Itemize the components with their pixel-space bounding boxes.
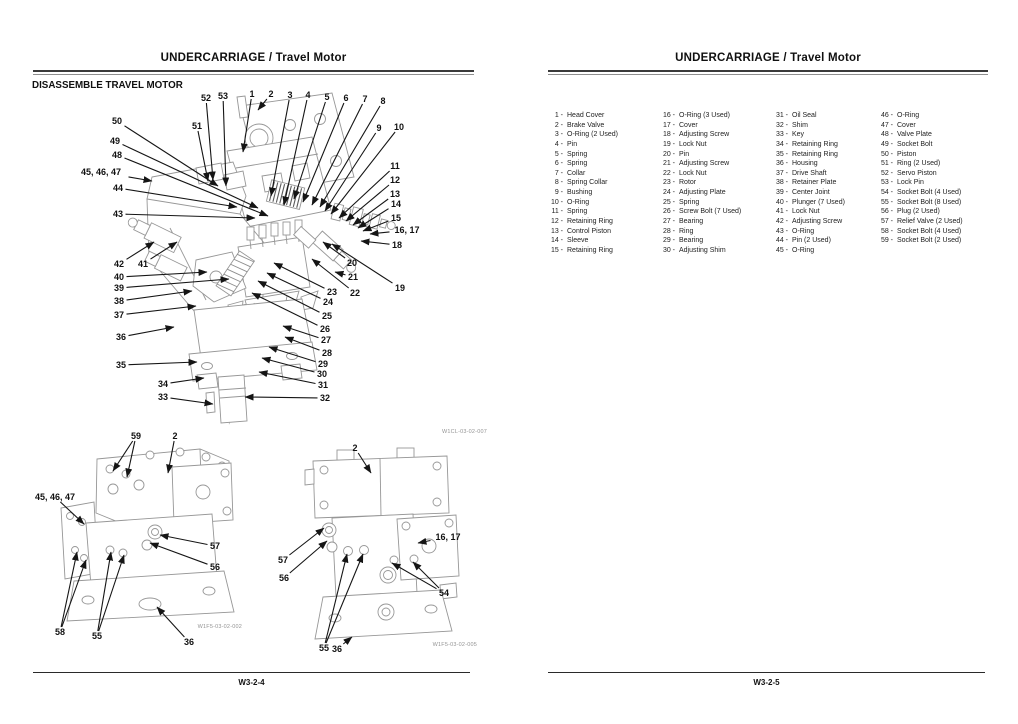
callout-label: 8: [380, 96, 386, 107]
part-item: 32 - Shim: [775, 121, 808, 129]
figure-code-main: W1CL-03-02-007: [442, 429, 487, 435]
part-item: 47 - Cover: [880, 121, 916, 129]
part-item: 13 - Control Piston: [550, 227, 611, 235]
callout-label: 18: [391, 240, 403, 251]
part-item: 36 - Housing: [775, 160, 818, 168]
right-page-header: UNDERCARRIAGE / Travel Motor: [675, 52, 861, 64]
callout-label: 24: [322, 297, 334, 308]
callout-label: 52: [200, 93, 212, 104]
part-item: 45 - O-Ring: [775, 246, 815, 254]
assembled-view-right-drawing: [305, 448, 459, 639]
part-item: 22 - Lock Nut: [662, 169, 707, 177]
left-page-number: W3-2-4: [238, 678, 265, 687]
callout-label: 20: [346, 258, 358, 269]
part-item: 14 - Sleeve: [550, 237, 589, 245]
part-item: 25 - Spring: [662, 198, 700, 206]
callout-label: 2: [172, 431, 178, 442]
leader-line: [335, 272, 346, 275]
callout-label: 45, 46, 47: [34, 492, 76, 503]
part-item: 37 - Drive Shaft: [775, 169, 827, 177]
part-item: 29 - Bearing: [662, 237, 704, 245]
callout-label: 4: [305, 90, 311, 101]
part-item: 41 - Lock Nut: [775, 208, 820, 216]
part-item: 5 - Spring: [554, 150, 588, 158]
part-item: 21 - Adjusting Screw: [662, 160, 730, 168]
part-item: 3 - O-Ring (2 Used): [554, 131, 618, 139]
part-item: 38 - Retainer Plate: [775, 179, 837, 187]
part-item: 39 - Center Joint: [775, 189, 830, 197]
callout-label: 28: [321, 348, 333, 359]
callout-label: 12: [389, 175, 401, 186]
part-item: 20 - Pin: [662, 150, 690, 158]
part-item: 57 - Relief Valve (2 Used): [880, 218, 963, 226]
figure-code-bottom-left: W1F5-03-02-002: [197, 624, 242, 630]
left-page-header: UNDERCARRIAGE / Travel Motor: [160, 52, 347, 64]
callout-label: 29: [317, 359, 329, 370]
callout-label: 6: [343, 93, 349, 104]
callout-label: 2: [268, 89, 274, 100]
callout-label: 36: [331, 644, 343, 655]
part-item: 34 - Retaining Ring: [775, 140, 838, 148]
callout-label: 56: [278, 573, 290, 584]
part-item: 24 - Adjusting Plate: [662, 189, 726, 197]
part-item: 46 - O-Ring: [880, 112, 920, 119]
part-item: 33 - Key: [775, 131, 805, 139]
callout-label: 37: [113, 310, 125, 321]
callout-label: 58: [54, 627, 66, 638]
callout-label: 30: [316, 369, 328, 380]
callout-label: 19: [394, 283, 406, 294]
part-item: 59 - Socket Bolt (2 Used): [880, 237, 962, 245]
section-title: DISASSEMBLE TRAVEL MOTOR: [32, 80, 183, 91]
part-item: 4 - Pin: [554, 140, 578, 148]
callout-label: 16, 17: [435, 532, 461, 543]
part-item: 11 - Spring: [551, 208, 588, 216]
leader-line: [290, 541, 327, 573]
callout-label: 49: [109, 136, 121, 147]
callout-label: 44: [112, 183, 124, 194]
callout-label: 57: [209, 541, 221, 552]
part-item: 1 - Head Cover: [554, 112, 605, 119]
part-item: 52 - Servo Piston: [880, 169, 937, 177]
callout-label: 26: [319, 324, 331, 335]
callout-label: 54: [438, 588, 450, 599]
callout-label: 34: [157, 379, 169, 390]
callout-label: 59: [130, 431, 142, 442]
callout-label: 48: [111, 150, 123, 161]
callout-label: 51: [191, 121, 203, 132]
callout-label: 33: [157, 392, 169, 403]
callout-label: 21: [347, 272, 359, 283]
part-item: 42 - Adjusting Screw: [775, 218, 843, 226]
callout-label: 53: [217, 91, 229, 102]
part-item: 2 - Brake Valve: [554, 121, 605, 129]
callout-label: 10: [393, 122, 405, 133]
callout-label: 41: [137, 259, 149, 270]
right-page-number: W3-2-5: [753, 678, 780, 687]
callout-label: 35: [115, 360, 127, 371]
callout-label: 27: [320, 335, 332, 346]
callout-label: 42: [113, 259, 125, 270]
part-item: 16 - O-Ring (3 Used): [662, 112, 730, 119]
callout-label: 31: [317, 380, 329, 391]
callout-label: 5: [324, 92, 330, 103]
part-item: 30 - Adjusting Shim: [662, 246, 726, 254]
part-item: 26 - Screw Bolt (7 Used): [662, 208, 742, 216]
part-item: 51 - Ring (2 Used): [880, 160, 941, 168]
callout-label: 56: [209, 562, 221, 573]
leader-line: [127, 306, 197, 314]
callout-label: 16, 17: [394, 225, 420, 236]
leader-line: [361, 241, 390, 244]
part-item: 55 - Socket Bolt (8 Used): [880, 198, 962, 206]
callout-label: 3: [287, 90, 293, 101]
part-item: 28 - Ring: [662, 227, 694, 235]
part-item: 50 - Piston: [880, 150, 917, 158]
part-item: 31 - Oil Seal: [775, 112, 817, 119]
callout-label: 57: [277, 555, 289, 566]
leader-line: [343, 637, 352, 644]
part-item: 48 - Valve Plate: [880, 131, 932, 139]
part-item: 58 - Socket Bolt (4 Used): [880, 227, 962, 235]
part-item: 6 - Spring: [554, 160, 588, 168]
callout-label: 32: [319, 393, 331, 404]
part-item: 35 - Retaining Ring: [775, 150, 838, 158]
callout-label: 11: [390, 161, 400, 172]
callout-label: 39: [113, 283, 125, 294]
part-item: 27 - Bearing: [662, 218, 704, 226]
callout-label: 1: [249, 89, 255, 100]
callout-label: 23: [326, 287, 338, 298]
callout-label: 36: [183, 637, 195, 648]
leader-line: [289, 528, 324, 555]
callout-label: 45, 46, 47: [80, 167, 122, 178]
part-item: 7 - Collar: [554, 169, 586, 177]
part-item: 19 - Lock Nut: [662, 140, 707, 148]
part-item: 54 - Socket Bolt (4 Used): [880, 189, 962, 197]
callout-label: 55: [91, 631, 103, 642]
part-item: 49 - Socket Bolt: [880, 140, 933, 148]
callout-label: 36: [115, 332, 127, 343]
part-item: 43 - O-Ring: [775, 227, 815, 235]
callout-label: 15: [390, 213, 402, 224]
part-item: 18 - Adjusting Screw: [662, 131, 730, 139]
leader-line: [245, 397, 318, 398]
leader-line: [129, 327, 175, 336]
callout-label: 14: [390, 199, 402, 210]
figure-code-bottom-right: W1F5-03-02-005: [432, 642, 477, 648]
part-item: 15 - Retaining Ring: [550, 246, 613, 254]
part-item: 9 - Bushing: [554, 189, 593, 197]
part-item: 44 - Pin (2 Used): [775, 237, 831, 245]
part-item: 17 - Cover: [662, 121, 698, 129]
part-item: 53 - Lock Pin: [880, 179, 924, 187]
part-item: 40 - Plunger (7 Used): [775, 198, 845, 206]
part-item: 56 - Plug (2 Used): [880, 208, 940, 216]
callout-label: 9: [376, 123, 382, 134]
callout-label: 43: [112, 209, 124, 220]
callout-label: 40: [113, 272, 125, 283]
callout-label: 50: [111, 116, 123, 127]
callout-label: 2: [352, 443, 358, 454]
callout-label: 38: [113, 296, 125, 307]
leader-line: [129, 177, 153, 181]
part-item: 8 - Spring Collar: [554, 179, 608, 187]
callout-label: 22: [349, 288, 361, 299]
callout-label: 25: [321, 311, 333, 322]
assembled-view-left-drawing: [61, 448, 234, 621]
leader-line: [370, 232, 390, 234]
part-item: 10 - O-Ring: [550, 198, 590, 206]
part-item: 12 - Retaining Ring: [550, 218, 613, 226]
part-item: 23 - Rotor: [662, 179, 697, 187]
callout-label: 7: [362, 94, 368, 105]
callout-label: 55: [318, 643, 330, 654]
callout-label: 13: [389, 189, 401, 200]
leader-line: [129, 362, 198, 365]
